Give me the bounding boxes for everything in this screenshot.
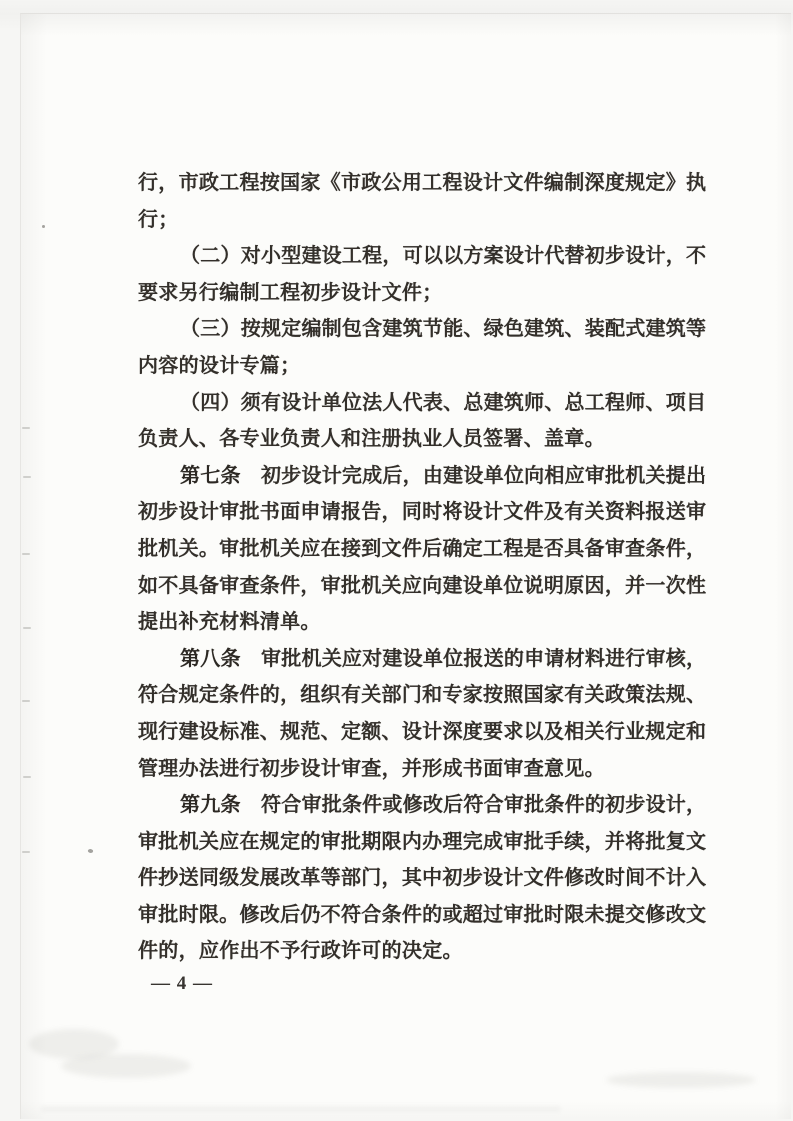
scan-speck [22, 700, 30, 702]
text-line: 审批时限。修改后仍不符合条件的或超过审批时限未提交修改文 [138, 903, 706, 926]
text-line: 行，市政工程按国家《市政公用工程设计文件编制深度规定》执 [138, 172, 706, 194]
text-line: 第九条 符合审批条件或修改后符合审批条件的初步设计， [180, 794, 706, 817]
scan-speck [22, 553, 30, 555]
text-line: 管理办法进行初步设计审查，并形成书面审查意见。 [138, 757, 605, 780]
scan-smudge [41, 1106, 561, 1112]
text-line: 第八条 审批机关应对建设单位报送的申请材料进行审核， [180, 647, 706, 670]
text-line: 要求另行编制工程初步设计文件； [138, 281, 443, 304]
scan-speck [22, 427, 30, 429]
document-text [138, 165, 706, 970]
text-line: 如不具备审查条件，审批机关应向建设单位说明原因，并一次性 [138, 574, 706, 597]
scan-smudge [61, 1054, 191, 1078]
text-line: 负责人、各专业负责人和注册执业人员签署、盖章。 [138, 428, 605, 451]
text-line: 提出补充材料清单。 [138, 611, 321, 634]
text-line: 内容的设计专篇； [138, 354, 301, 377]
text-line: 件的，应作出不予行政许可的决定。 [138, 940, 463, 963]
text-line: 初步设计审批书面申请报告，同时将设计文件及有关资料报送审 [138, 501, 706, 524]
text-line: 行； [138, 208, 179, 231]
scan-speck [23, 476, 31, 478]
scan-speck [22, 851, 30, 853]
text-line: 审批机关应在规定的审批期限内办理完成审批手续，并将批复文 [138, 830, 706, 853]
text-line: （三）按规定编制包含建筑节能、绿色建筑、装配式建筑等 [180, 318, 706, 341]
text-line: （二）对小型建设工程，可以以方案设计代替初步设计，不 [180, 245, 706, 268]
text-line: 第七条 初步设计完成后，由建设单位向相应审批机关提出 [180, 464, 706, 487]
text-line: 批机关。审批机关应在接到文件后确定工程是否具备审查条件， [138, 537, 706, 560]
document-page [20, 13, 791, 1119]
scan-speck [23, 627, 31, 629]
scan-speck [87, 848, 93, 854]
scan-smudge [29, 1029, 119, 1059]
text-line: 符合规定条件的，组织有关部门和专家按照国家有关政策法规、 [138, 684, 706, 707]
scan-smudge [606, 1072, 756, 1088]
scan-speck [23, 776, 31, 778]
text-line: 现行建设标准、规范、定额、设计深度要求以及相关行业规定和 [138, 720, 706, 743]
text-line: 件抄送同级发展改革等部门，其中初步设计文件修改时间不计入 [138, 867, 706, 890]
text-line: （四）须有设计单位法人代表、总建筑师、总工程师、项目 [180, 391, 706, 414]
page-number: — 4 — [151, 973, 213, 994]
scan-speck [42, 225, 45, 228]
